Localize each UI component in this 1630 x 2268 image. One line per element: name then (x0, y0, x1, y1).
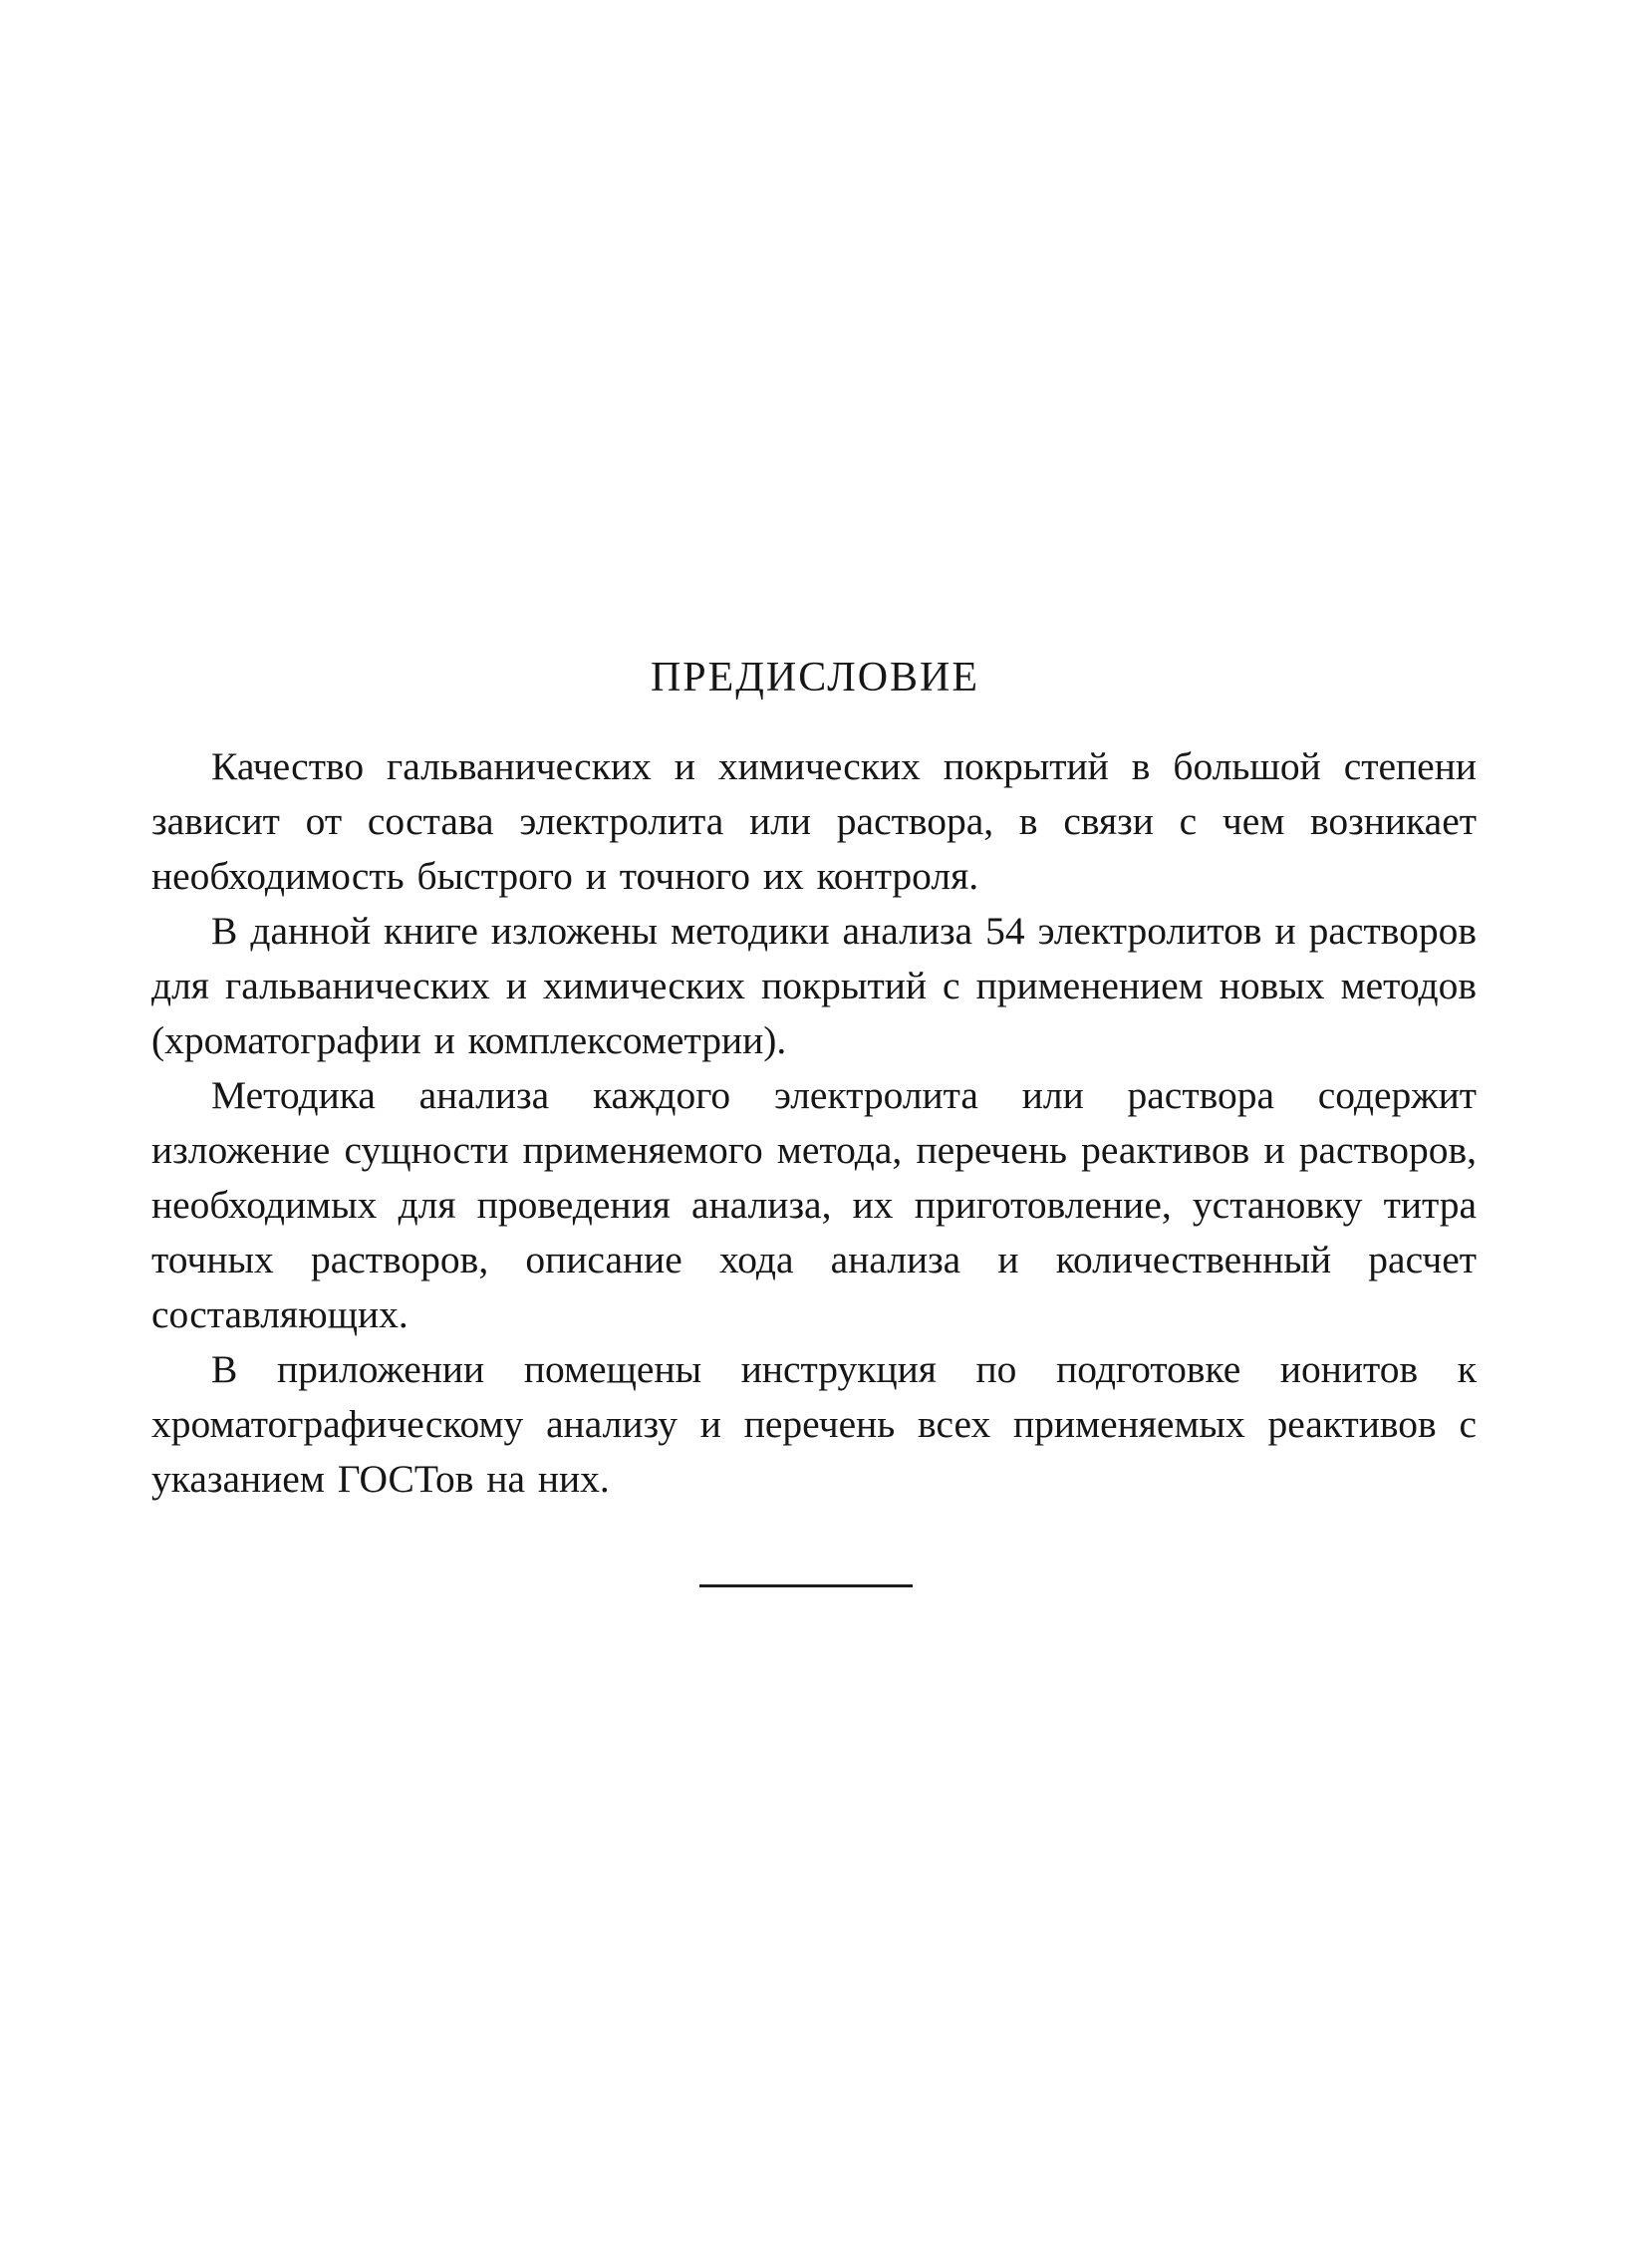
paragraph-appendix: В приложении помещены инструкция по подготовке ионитов к хроматографическому анализу и перечень всех применяемых реактивов с указанием ГОСТов на них. (151, 1347, 1477, 1501)
preface-body (151, 739, 1477, 1507)
paragraph-book-contents: В данной книге изложены методики анализа 54 электролитов и растворов для гальванических и химических покрытий с применением новых методов (хроматографии и комплексометрии). (151, 909, 1477, 1062)
section-end-rule (699, 1584, 913, 1587)
page-title: ПРЕДИСЛОВИЕ (650, 655, 980, 701)
paragraph-quality: Качество гальванических и химических покрытий в большой степени зависит от состава электролита или раствора, в связи с чем возникает необходимость быстрого и точного их контроля. (151, 744, 1477, 898)
paragraph-method-structure: Методика анализа каждого электролита или раствора содержит изложение сущности применяемого метода, перечень реактивов и растворов, необходимых для проведения анализа, их приготовление, установку титра точных растворов, описание хода анализа и количественный расчет составляющих. (151, 1073, 1477, 1336)
